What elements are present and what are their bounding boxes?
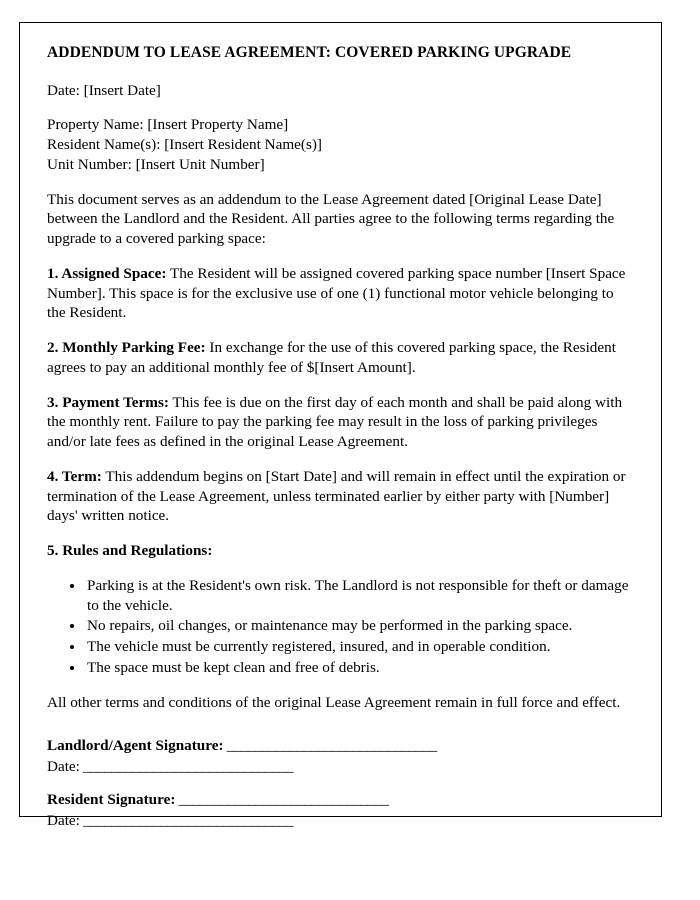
section-payment-terms-lead: 3. Payment Terms: — [47, 393, 169, 411]
date-line: Date: [Insert Date] — [47, 81, 161, 99]
rules-heading-text: 5. Rules and Regulations: — [47, 542, 213, 560]
list-item: • No repairs, oil changes, or maintenance may be performed in the parking space. — [85, 616, 633, 636]
section-term — [47, 467, 633, 526]
party-info-block — [47, 115, 633, 174]
list-item: • The vehicle must be currently registered, insured, and in operable condition. — [85, 637, 633, 657]
section-rules-heading — [47, 541, 633, 561]
list-item: • The space must be kept clean and free of debris. — [85, 658, 633, 678]
landlord-signature-label: Landlord/Agent Signature: — [47, 737, 224, 755]
section-payment-terms — [47, 393, 633, 452]
rules-list — [47, 576, 633, 678]
list-item: • Parking is at the Resident's own risk. The Landlord is not responsible for theft or damage to the vehicle. — [85, 576, 633, 616]
resident-date-label: Date: — [47, 811, 80, 829]
section-monthly-fee-body: In exchange for the use of this covered parking space, the Resident agrees to pay an additional monthly fee of $[Insert Amount]. — [47, 339, 616, 376]
landlord-signature-block — [47, 736, 633, 777]
section-monthly-fee-lead: 2. Monthly Parking Fee: — [47, 339, 206, 357]
resident-signature-block — [47, 790, 633, 831]
section-term-lead: 4. Term: — [47, 467, 102, 485]
page-title: ADDENDUM TO LEASE AGREEMENT: COVERED PARKING UPGRADE — [47, 44, 572, 61]
resident-date-rule[interactable]: ______________________________ — [79, 811, 293, 829]
landlord-signature-line — [47, 736, 633, 757]
landlord-date-label: Date: — [47, 757, 80, 775]
resident-date-line — [47, 811, 633, 832]
resident-signature-line — [47, 790, 633, 811]
section-assigned-space-body: The Resident will be assigned covered parking space number [Insert Space Number]. This space is for the exclusive use of one (1) functional motor vehicle belonging to the Resident. — [47, 264, 626, 322]
landlord-signature-rule[interactable]: ______________________________ — [223, 737, 437, 755]
section-assigned-space-lead: 1. Assigned Space: — [47, 264, 167, 282]
section-assigned-space — [47, 264, 633, 323]
intro-paragraph: This document serves as an addendum to the Lease Agreement dated [Original Lease Date] between the Landlord and the Resident. All parties agree to the following terms regarding the upgrade to a covered parking space: — [47, 190, 615, 248]
unit-number-line: Unit Number: [Insert Unit Number] — [47, 155, 265, 173]
signature-gap — [47, 777, 633, 790]
resident-name-line: Resident Name(s): [Insert Resident Name(s)] — [47, 136, 322, 154]
landlord-date-rule[interactable]: ______________________________ — [79, 757, 293, 775]
landlord-date-line — [47, 757, 633, 778]
resident-signature-rule[interactable]: ______________________________ — [175, 791, 389, 809]
section-monthly-fee — [47, 338, 633, 378]
resident-signature-label: Resident Signature: — [47, 791, 176, 809]
property-name-line: Property Name: [Insert Property Name] — [47, 116, 289, 134]
section-term-body: This addendum begins on [Start Date] and will remain in effect until the expiration or termination of the Lease Agreement, unless terminated earlier by either party with [Number] days' written notice. — [47, 467, 626, 525]
document-content — [47, 44, 633, 831]
closing-paragraph: All other terms and conditions of the original Lease Agreement remain in full force and effect. — [47, 693, 621, 711]
section-payment-terms-body: This fee is due on the first day of each month and shall be paid along with the monthly rent. Failure to pay the parking fee may result in the loss of parking privileges and/or late fees as defined in the original Lease Agreement. — [47, 393, 623, 451]
